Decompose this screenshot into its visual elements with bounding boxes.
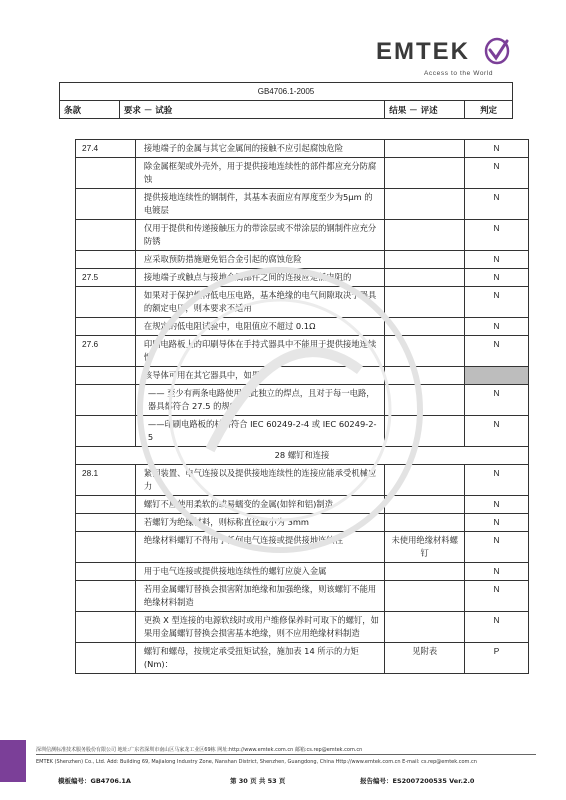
result-cell (385, 496, 465, 514)
clause-cell (76, 581, 136, 612)
requirement-cell: 用于电气连接或提供接地连续性的螺钉应旋入金属 (135, 563, 384, 581)
table-row (76, 287, 529, 318)
logo-wordmark: EMTEK (376, 38, 470, 65)
requirement-cell: 若螺钉为绝缘材料，则标称直径最小为 3mm (135, 514, 384, 532)
result-cell (385, 318, 465, 336)
verdict-cell: N (465, 189, 529, 220)
result-cell (385, 416, 465, 447)
footer-divider (36, 754, 536, 755)
result-cell (385, 385, 465, 416)
verdict-cell: N (465, 140, 529, 158)
verdict-cell: N (465, 336, 529, 367)
table-row (76, 514, 529, 532)
verdict-cell: N (465, 287, 529, 318)
verdict-cell: N (465, 563, 529, 581)
table-row (76, 336, 529, 367)
report-number: 报告编号：ES2007200535 Ver.2.0 (360, 777, 475, 785)
verdict-cell: N (465, 465, 529, 496)
table-row (76, 465, 529, 496)
header-result: 结果 － 评述 (385, 101, 465, 119)
footer-address-en: EMTEK (Shenzhen) Co., Ltd. Add: Building 69, Majialong Industry Zone, Nanshan District, Shenzhen, Guangdong, China Http://www.emtek.com.cn E-mail: cs.rep@emtek.com.cn (36, 759, 477, 765)
verdict-cell: N (465, 251, 529, 269)
requirements-table (75, 139, 529, 674)
table-row (76, 251, 529, 269)
requirement-cell: 接地端子或触点与接地金属部件之间的连接应是低电阻的 (135, 269, 384, 287)
logo-tagline: Access to the World (424, 70, 494, 77)
clause-cell: 28.1 (76, 465, 136, 496)
page-number: 第 30 页 共 53 页 (230, 777, 286, 785)
requirements-table-body (76, 140, 529, 674)
result-cell (385, 465, 465, 496)
clause-cell (76, 385, 136, 416)
result-cell: 见附表 (385, 643, 465, 674)
requirement-cell: 更换 X 型连接的电源软线时或用户维修保养时可取下的螺钉，如果用金属螺钉替换会损害基本绝缘，则不应用绝缘材料制造 (135, 612, 384, 643)
verdict-cell: N (465, 385, 529, 416)
clause-cell (76, 416, 136, 447)
table-row (76, 643, 529, 674)
verdict-cell: N (465, 220, 529, 251)
requirement-cell: 在规定的低电阻试验中，电阻值应不超过 0.1Ω (135, 318, 384, 336)
standard-number: GB4706.1-2005 (60, 83, 513, 101)
clause-cell (76, 287, 136, 318)
verdict-cell: N (465, 496, 529, 514)
requirement-cell: 螺钉和螺母，按规定承受扭矩试验，施加表 14 所示的力矩(Nm)： (135, 643, 384, 674)
logo-swoosh-icon (482, 36, 512, 66)
verdict-cell: N (465, 416, 529, 447)
verdict-cell: N (465, 532, 529, 563)
table-row (76, 581, 529, 612)
result-cell (385, 269, 465, 287)
verdict-cell: N (465, 269, 529, 287)
clause-cell (76, 643, 136, 674)
result-cell (385, 612, 465, 643)
result-cell: 未使用绝缘材料螺钉 (385, 532, 465, 563)
clause-cell (76, 563, 136, 581)
table-row (76, 532, 529, 563)
requirement-cell: 如果对于保护性特低电压电路，基本绝缘的电气间隙取决于器具的额定电压，则本要求不适用 (135, 287, 384, 318)
requirement-cell: 除金属框架或外壳外，用于提供接地连续性的部件都应充分防腐蚀 (135, 158, 384, 189)
result-cell (385, 189, 465, 220)
header-verdict: 判定 (465, 101, 513, 119)
result-cell (385, 336, 465, 367)
requirement-cell: 仅用于提供和传递接触压力的带涂层或不带涂层的钢制件应充分防锈 (135, 220, 384, 251)
result-cell (385, 367, 465, 385)
table-row (76, 158, 529, 189)
result-cell (385, 514, 465, 532)
requirement-cell: 应采取预防措施避免铝合金引起的腐蚀危险 (135, 251, 384, 269)
verdict-cell (465, 367, 529, 385)
requirement-cell: ——印刷电路板的材料符合 IEC 60249-2-4 或 IEC 60249-2-5 (135, 416, 384, 447)
verdict-cell: N (465, 581, 529, 612)
table-row (76, 189, 529, 220)
requirement-cell: 紧固装置、电气连接以及提供接地连续性的连接应能承受机械应力 (135, 465, 384, 496)
table-row (76, 563, 529, 581)
clause-cell (76, 220, 136, 251)
footer-accent-bar (0, 740, 26, 782)
clause-cell (76, 514, 136, 532)
section-heading: 28 螺钉和连接 (76, 447, 529, 465)
clause-cell (76, 612, 136, 643)
verdict-cell: N (465, 514, 529, 532)
table-row (76, 140, 529, 158)
clause-cell: 27.5 (76, 269, 136, 287)
company-logo (372, 34, 522, 82)
requirement-cell: 印刷电路板上的印刷导体在手持式器具中不能用于提供接地连续性 (135, 336, 384, 367)
table-row (76, 385, 529, 416)
header-requirement: 要求 － 试验 (119, 101, 384, 119)
clause-cell (76, 532, 136, 563)
requirement-cell: 该导体可用在其它器具中，如果 (135, 367, 384, 385)
requirement-cell: 若用金属螺钉替换会损害附加绝缘和加强绝缘，则该螺钉不能用绝缘材料制造 (135, 581, 384, 612)
table-row (76, 612, 529, 643)
requirement-cell: 螺钉不应使用柔软的或易蠕变的金属(如锌和铝)制造 (135, 496, 384, 514)
table-row (76, 416, 529, 447)
table-row (76, 269, 529, 287)
report-header-table (59, 82, 513, 119)
clause-cell (76, 318, 136, 336)
verdict-cell: N (465, 612, 529, 643)
clause-cell: 27.4 (76, 140, 136, 158)
clause-cell: 27.6 (76, 336, 136, 367)
result-cell (385, 251, 465, 269)
verdict-cell: N (465, 158, 529, 189)
requirement-cell: —— 至少有两条电路使用彼此独立的焊点，且对于每一电路，器具都符合 27.5 的规定 (135, 385, 384, 416)
clause-cell (76, 189, 136, 220)
result-cell (385, 140, 465, 158)
template-number: 模板编号：GB4706.1A (58, 777, 131, 785)
verdict-cell: N (465, 318, 529, 336)
result-cell (385, 563, 465, 581)
verdict-cell: P (465, 643, 529, 674)
result-cell (385, 287, 465, 318)
clause-cell (76, 251, 136, 269)
requirement-cell: 绝缘材料螺钉不得用于任何电气连接或提供接地连续性 (135, 532, 384, 563)
table-row (76, 220, 529, 251)
footer-address-cn: 深圳信测标准技术服务股份有限公司 地址:广东省深圳市南山区马家龙工业区69栋 网址:http://www.emtek.com.cn 邮箱:cs.rep@emtek.com.cn (36, 747, 363, 753)
result-cell (385, 158, 465, 189)
table-row (76, 367, 529, 385)
header-clause: 条款 (60, 101, 120, 119)
clause-cell (76, 158, 136, 189)
table-row (76, 496, 529, 514)
table-row (76, 318, 529, 336)
requirement-cell: 接地端子的金属与其它金属间的接触不应引起腐蚀危险 (135, 140, 384, 158)
requirement-cell: 提供接地连续性的钢制件，其基本表面应有厚度至少为5μm 的电镀层 (135, 189, 384, 220)
clause-cell (76, 496, 136, 514)
result-cell (385, 220, 465, 251)
clause-cell (76, 367, 136, 385)
section-heading-row (76, 447, 529, 465)
result-cell (385, 581, 465, 612)
